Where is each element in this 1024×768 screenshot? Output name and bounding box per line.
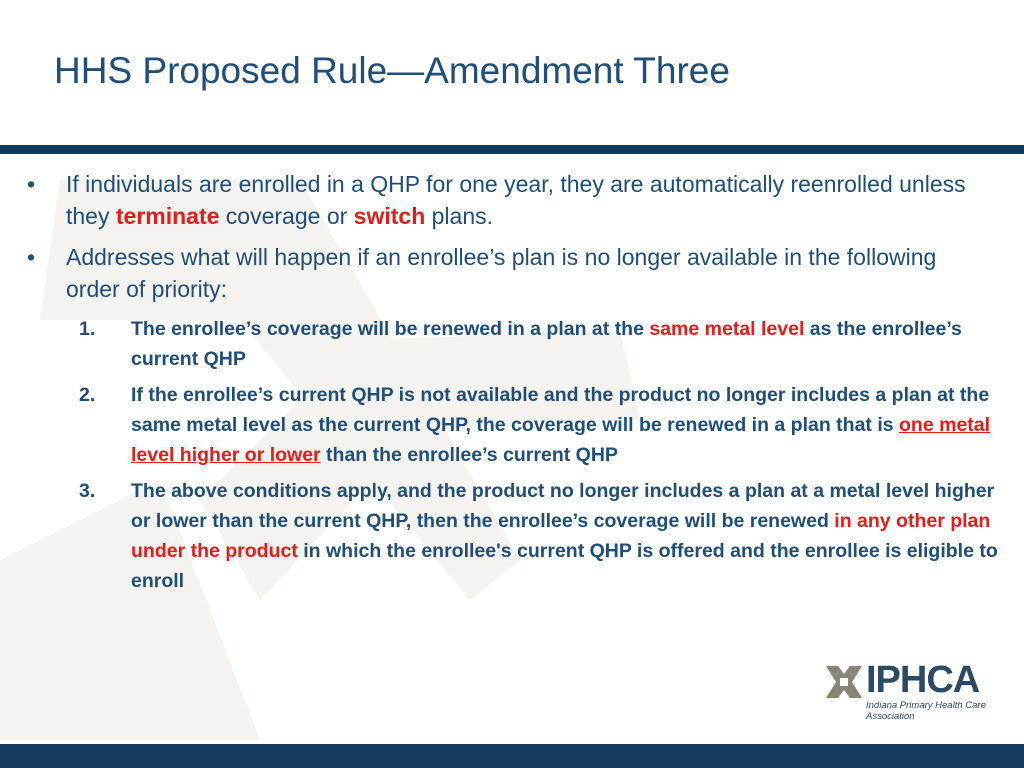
item-text: The enrollee’s coverage will be renewed in a plan at the — [131, 318, 650, 340]
bullet-item — [0, 168, 976, 232]
slide-title: HHS Proposed Rule—Amendment Three — [54, 50, 730, 91]
numbered-list — [0, 314, 1024, 596]
bullet-text: plans. — [425, 203, 494, 229]
bullet-text: coverage or — [219, 203, 354, 229]
emphasis-text: in any other plan under the product — [131, 510, 991, 562]
slide-content — [0, 168, 1024, 602]
item-text: in which the enrollee's current QHP is offered and the enrollee is eligible to enroll — [131, 540, 998, 592]
logo-subtitle: Indiana Primary Health Care Association — [866, 700, 986, 722]
emphasis-text: terminate — [115, 203, 220, 229]
cross-logo-icon — [824, 662, 864, 702]
emphasis-text: switch — [353, 203, 426, 229]
title-divider — [0, 145, 1024, 154]
logo-wordmark: IPHCA — [866, 659, 980, 701]
item-text: as the enrollee’s current QHP — [131, 318, 962, 370]
item-text: than the enrollee’s current QHP — [320, 444, 618, 466]
numbered-item — [0, 380, 1001, 470]
item-text: If the enrollee’s current QHP is not available and the product no longer includes a plan at the same metal level as the current QHP, the coverage will be renewed in a plan that is — [131, 384, 990, 436]
item-number: 2. — [79, 384, 96, 406]
bullet-text: Addresses what will happen if an enrollee’s plan is no longer available in the following order of priority: — [66, 244, 937, 302]
bullet-item — [0, 241, 976, 305]
emphasis-text: same metal level — [649, 318, 805, 340]
bullet-marker: • — [27, 171, 36, 197]
numbered-item — [0, 314, 1001, 374]
numbered-item — [0, 476, 1001, 596]
bullet-text: If individuals are enrolled in a QHP for one year, they are automatically reenrolled unless they — [66, 171, 966, 229]
footer-bar — [0, 744, 1024, 768]
item-text: The above conditions apply, and the product no longer includes a plan at a metal level higher or lower than the current QHP, then the enrollee’s coverage will be renewed — [131, 480, 995, 532]
iphca-logo — [822, 658, 992, 726]
item-number: 3. — [79, 480, 96, 502]
emphasis-underlined-text: one metal level higher or lower — [131, 414, 991, 466]
item-number: 1. — [79, 318, 96, 340]
bullet-marker: • — [27, 244, 36, 270]
